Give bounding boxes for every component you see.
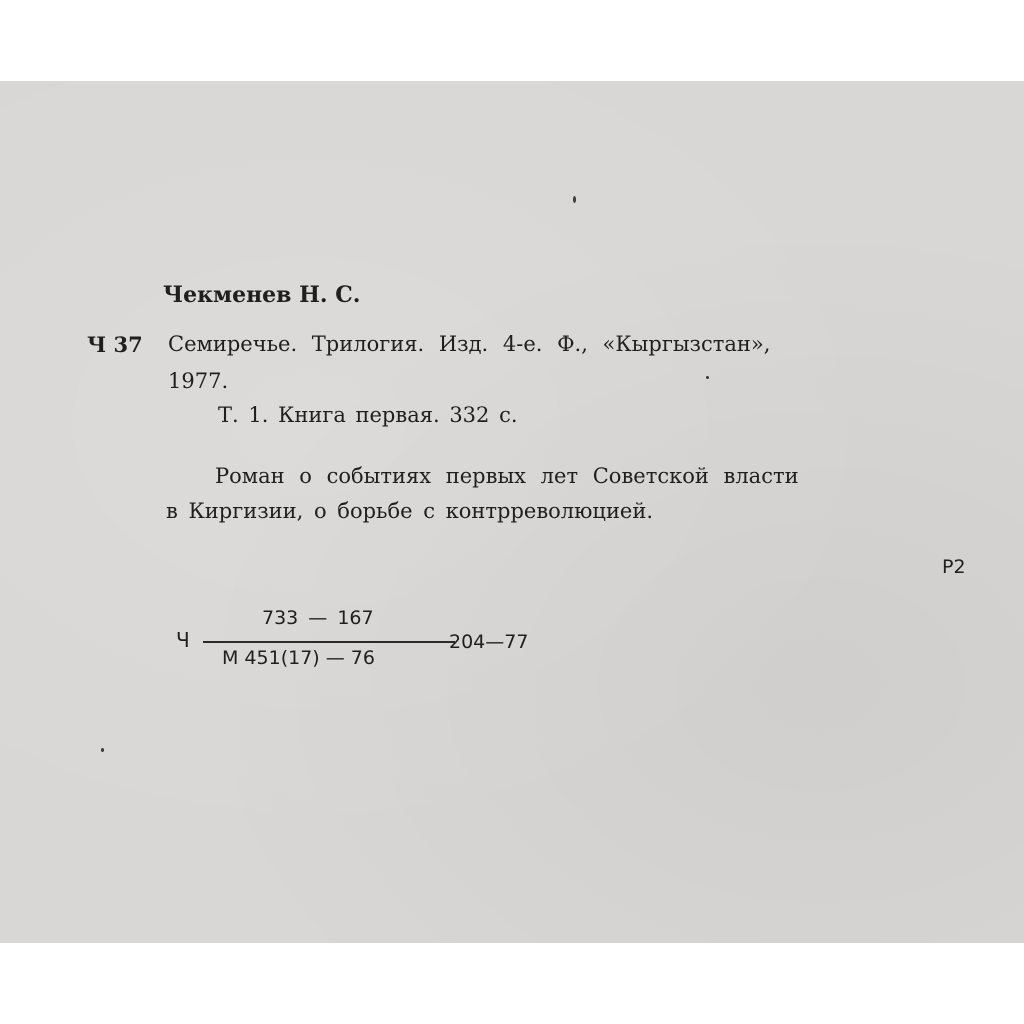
title-line: Семиречье. Трилогия. Изд. 4-е. Ф., «Кыргызстан», <box>168 332 771 356</box>
publication-year: 1977. <box>168 369 229 393</box>
bbk-index: Р2 <box>942 556 966 578</box>
catalog-card-page <box>0 81 1024 943</box>
paper-speck <box>101 748 104 752</box>
paper-speck <box>573 196 576 203</box>
classification-code: Ч 37 <box>87 332 143 357</box>
annotation-line-1: Роман о событиях первых лет Советской власти <box>215 464 799 488</box>
index-order-number: 204—77 <box>449 631 529 653</box>
fraction-bar <box>203 641 455 643</box>
author-name: Чекменев Н. С. <box>163 282 361 308</box>
index-denominator: М 451(17) — 76 <box>222 647 375 669</box>
index-letter: Ч <box>176 628 190 652</box>
index-numerator: 733 — 167 <box>262 607 374 629</box>
paper-speck <box>706 376 709 379</box>
volume-line: Т. 1. Книга первая. 332 с. <box>218 403 518 427</box>
annotation-line-2: в Киргизии, о борьбе с контрреволюцией. <box>166 499 654 523</box>
